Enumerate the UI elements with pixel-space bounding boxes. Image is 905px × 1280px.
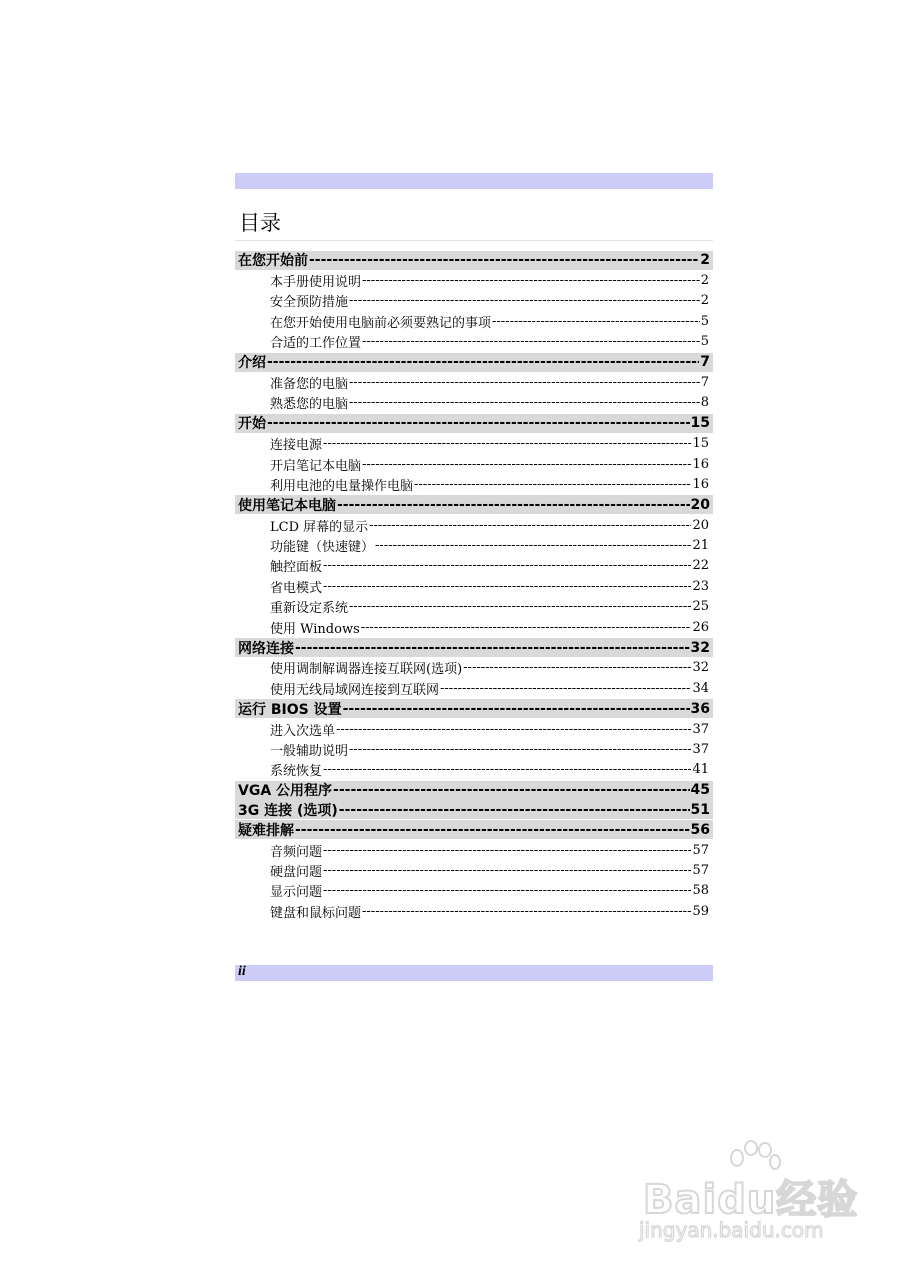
dot-leader <box>369 519 691 532</box>
toc-entry-label: 开启笔记本电脑 <box>270 458 362 474</box>
toc-section-row[interactable] <box>235 291 713 311</box>
toc-section-row[interactable] <box>235 881 713 901</box>
toc-page-number: 15 <box>690 415 710 432</box>
header-band <box>235 173 713 189</box>
dot-leader <box>349 600 691 613</box>
toc-page-number: 34 <box>692 680 709 696</box>
toc-page-number: 37 <box>692 721 709 737</box>
title-divider <box>235 240 713 241</box>
toc-page-number: 2 <box>700 293 709 309</box>
toc-chapter-row[interactable] <box>235 353 713 372</box>
dot-leader <box>375 539 691 552</box>
toc-entry-label: 使用调制解调器连接互联网(选项) <box>270 662 463 678</box>
toc-entry-label: 一般辅助说明 <box>270 743 349 759</box>
toc-entry-label: 本手册使用说明 <box>270 275 362 291</box>
dot-leader <box>492 315 700 328</box>
toc-page-number: 41 <box>692 762 709 778</box>
toc-page-number: 15 <box>692 436 709 452</box>
toc-section-row[interactable] <box>235 454 713 474</box>
toc-chapter-row[interactable] <box>235 414 713 433</box>
toc-section-row[interactable] <box>235 597 713 617</box>
footer-page-number: ii <box>238 964 246 979</box>
toc-section-row[interactable] <box>235 840 713 860</box>
toc-entry-label: 音频问题 <box>270 844 323 860</box>
toc-page-number: 23 <box>692 578 709 594</box>
toc-entry-label: 键盘和鼠标问题 <box>270 905 362 921</box>
toc-section-row[interactable] <box>235 372 713 392</box>
toc-entry-label: 连接电源 <box>270 438 323 454</box>
dot-leader <box>336 723 691 736</box>
toc-entry-label: 开始 <box>238 416 266 433</box>
toc-page-number: 16 <box>692 456 709 472</box>
toc-chapter-row[interactable] <box>235 699 713 718</box>
toc-page-number: 20 <box>692 517 709 533</box>
dot-leader <box>362 274 700 287</box>
toc-chapter-row[interactable] <box>235 800 713 819</box>
toc-page-number: 20 <box>690 496 710 513</box>
toc-entry-label: 功能键（快速键） <box>270 540 375 556</box>
watermark-brand: Baidu经验 <box>643 1177 859 1223</box>
dot-leader <box>349 396 700 409</box>
toc-page-number: 51 <box>690 801 710 818</box>
toc-section-row[interactable] <box>235 393 713 413</box>
dot-leader <box>343 702 690 716</box>
dot-leader <box>309 253 699 267</box>
toc-entry-label: 在您开始前 <box>238 253 308 270</box>
dot-leader <box>362 458 691 471</box>
toc-chapter-row[interactable] <box>235 638 713 657</box>
toc-page-number: 32 <box>690 639 710 656</box>
toc-section-row[interactable] <box>235 311 713 331</box>
toc-page-number: 57 <box>692 862 709 878</box>
dot-leader <box>440 682 691 695</box>
toc-entry-label: 利用电池的电量操作电脑 <box>270 478 414 494</box>
dot-leader <box>323 559 691 572</box>
toc-page-number: 2 <box>700 273 709 289</box>
toc-page-number: 58 <box>692 883 709 899</box>
toc-section-row[interactable] <box>235 617 713 637</box>
toc-section-row[interactable] <box>235 658 713 678</box>
toc-page-number: 5 <box>700 313 709 329</box>
toc-section-row[interactable] <box>235 556 713 576</box>
dot-leader <box>323 844 691 857</box>
toc-chapter-row[interactable] <box>235 251 713 270</box>
toc-page-number: 8 <box>700 395 709 411</box>
page-title: 目录 <box>239 211 281 235</box>
dot-leader <box>349 743 691 756</box>
toc-page-number: 56 <box>690 821 710 838</box>
toc-page-number: 59 <box>692 903 709 919</box>
dot-leader <box>323 864 691 877</box>
dot-leader <box>295 823 690 837</box>
toc-entry-label: 准备您的电脑 <box>270 377 349 392</box>
dot-leader <box>362 905 691 918</box>
toc-section-row[interactable] <box>235 739 713 759</box>
toc-entry-label: 运行 BIOS 设置 <box>238 701 342 718</box>
dot-leader <box>267 416 690 430</box>
dot-leader <box>333 783 689 797</box>
toc-entry-label: 疑难排解 <box>238 822 294 839</box>
toc-entry-label: 在您开始使用电脑前必须要熟记的事项 <box>270 315 492 331</box>
dot-leader <box>323 763 691 776</box>
toc-page-number: 36 <box>690 700 710 717</box>
dot-leader <box>463 661 691 674</box>
watermark-url: jingyan.baidu.com <box>639 1218 824 1242</box>
toc-entry-label: 省电模式 <box>270 580 323 596</box>
dot-leader <box>267 355 699 369</box>
toc-page-number: 16 <box>692 476 709 492</box>
toc-section-row[interactable] <box>235 901 713 921</box>
toc-entry-label: 触控面板 <box>270 560 323 576</box>
toc-entry-label: VGA 公用程序 <box>238 783 333 800</box>
toc-entry-label: 使用 Windows <box>270 621 360 637</box>
toc-entry-label: 使用笔记本电脑 <box>238 497 336 514</box>
toc-chapter-row[interactable] <box>235 820 713 839</box>
footer-band <box>235 965 713 981</box>
table-of-contents <box>235 250 713 921</box>
toc-entry-label: LCD 屏幕的显示 <box>270 519 369 535</box>
dot-leader <box>349 294 700 307</box>
toc-section-row[interactable] <box>235 332 713 352</box>
dot-leader <box>414 478 691 491</box>
toc-section-row[interactable] <box>235 760 713 780</box>
dot-leader <box>349 376 700 389</box>
toc-chapter-row[interactable] <box>235 495 713 514</box>
toc-page-number: 7 <box>700 354 710 371</box>
toc-entry-label: 安全预防措施 <box>270 295 349 311</box>
toc-page-number: 21 <box>692 538 709 554</box>
toc-page-number: 57 <box>692 842 709 858</box>
toc-entry-label: 系统恢复 <box>270 764 323 780</box>
dot-leader <box>323 884 691 897</box>
toc-entry-label: 熟悉您的电脑 <box>270 397 349 413</box>
toc-page-number: 5 <box>700 334 709 350</box>
toc-page-number: 37 <box>692 741 709 757</box>
toc-section-row[interactable] <box>235 515 713 535</box>
baidu-watermark <box>625 1140 865 1250</box>
toc-section-row[interactable] <box>235 270 713 290</box>
toc-entry-label: 网络连接 <box>238 640 294 657</box>
toc-page-number: 45 <box>690 782 710 799</box>
dot-leader <box>337 498 690 512</box>
toc-entry-label: 使用无线局域网连接到互联网 <box>270 682 440 698</box>
toc-entry-label: 介绍 <box>238 355 266 372</box>
toc-section-row[interactable] <box>235 860 713 880</box>
toc-page-number: 25 <box>692 599 709 615</box>
toc-entry-label: 显示问题 <box>270 885 323 901</box>
toc-chapter-row[interactable] <box>235 781 713 800</box>
dot-leader <box>323 437 691 450</box>
toc-page-number: 32 <box>692 660 709 676</box>
toc-section-row[interactable] <box>235 576 713 596</box>
toc-section-row[interactable] <box>235 474 713 494</box>
toc-entry-label: 重新设定系统 <box>270 601 349 617</box>
toc-section-row[interactable] <box>235 535 713 555</box>
toc-section-row[interactable] <box>235 678 713 698</box>
toc-entry-label: 合适的工作位置 <box>270 336 362 352</box>
toc-entry-label: 3G 连接 (选项) <box>238 802 338 819</box>
toc-section-row[interactable] <box>235 433 713 453</box>
toc-entry-label: 硬盘问题 <box>270 864 323 880</box>
dot-leader <box>339 803 690 817</box>
toc-section-row[interactable] <box>235 719 713 739</box>
toc-page-number: 7 <box>700 375 709 390</box>
dot-leader <box>323 580 691 593</box>
toc-page-number: 22 <box>692 558 709 574</box>
dot-leader <box>361 621 692 634</box>
dot-leader <box>362 335 700 348</box>
dot-leader <box>295 641 690 655</box>
toc-page-number: 26 <box>692 619 709 635</box>
toc-entry-label: 进入次选单 <box>270 723 336 739</box>
toc-page-number: 2 <box>700 252 710 269</box>
